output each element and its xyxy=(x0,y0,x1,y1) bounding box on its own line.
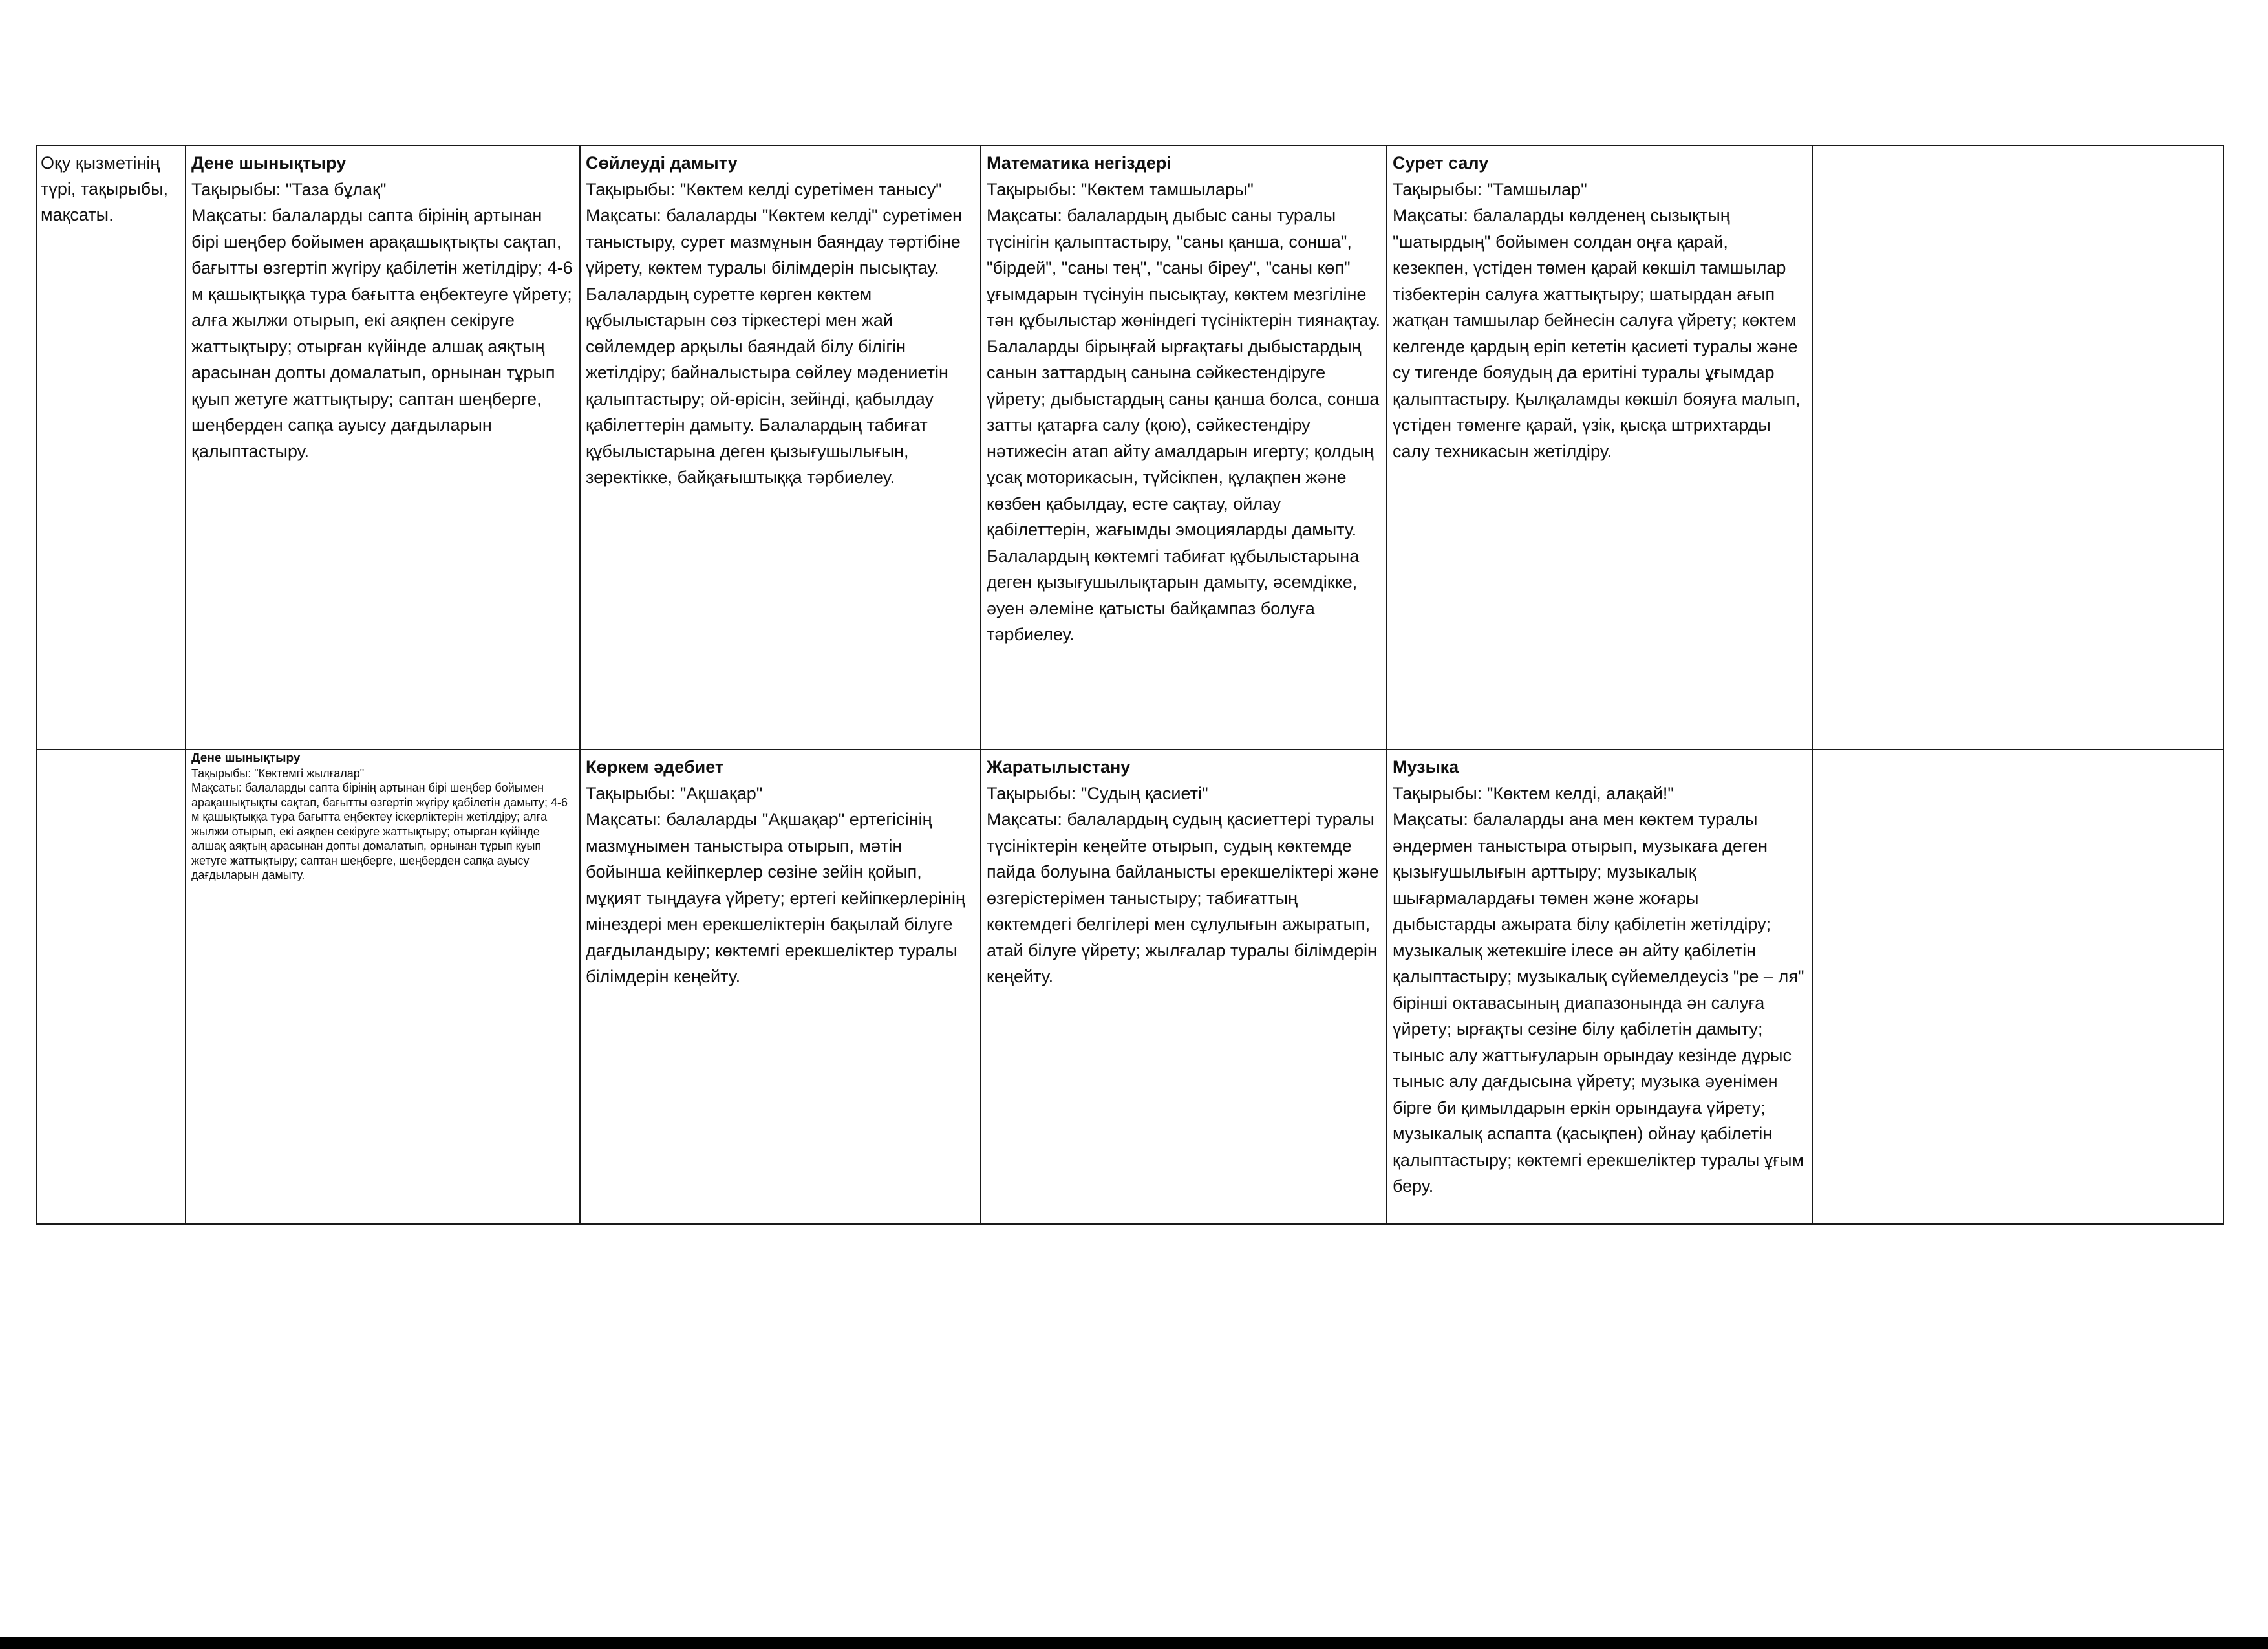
subject-title: Сурет салу xyxy=(1393,153,1489,173)
lesson-topic: Тақырыбы: "Көктем тамшылары" xyxy=(987,179,1254,199)
subject-title: Жаратылыстану xyxy=(987,757,1131,777)
lesson-goal: Мақсаты: балаларды сапта бірінің артынан бірі шеңбер бойымен арақашықтықты сақтап, бағытты өзгертіп жүгіру қабілетін жетілдіру; 4-6 м қашықтыққа тура бағытта еңбектеуге үйрету; алға жылжи отырып, екі аяқпен секіруге жаттықтыру; отырған күйінде алшақ аяқтың арасынан допты домалатып, орнынан тұрып қуып жетуге жаттықтыру; саптан шеңберге, шеңберден сапқа ауысу дағдыларын қалыптастыру. xyxy=(191,206,573,461)
subject-title: Музыка xyxy=(1393,757,1459,777)
lesson-goal: Мақсаты: балаларды ана мен көктем туралы әндермен таныстыра отырып, музыкаға деген қызығушылығын арттыру; музыкалық шығармалардағы төмен және жоғары дыбыстарды ажырата білу қабілетін жетілдіру; музыкалық жетекшіге ілесе ән айту қабілетін қалыптастыру; музыкалық сүйемелдеусіз "ре – ля" бірінші октавасының диапазонында ән салуға үйрету; ырғақты сезіне білу қабілетін дамыту; тыныс алу жаттығуларын орындау кезінде дұрыс тыныс алу дағдысына үйрету; музыка әуенімен бірге би қимылдарын еркін орындауға үйрету; музыкалық аспапта (қасықпен) ойнау қабілетін қалыптастыру; көктемгі ерекшеліктер туралы ұғым беру. xyxy=(1393,810,1804,1196)
row-header-cell xyxy=(36,749,186,1224)
lesson-topic: Тақырыбы: "Таза бұлақ" xyxy=(191,179,387,199)
lesson-cell-speech-development xyxy=(580,146,981,749)
lesson-goal: Мақсаты: балалардың судың қасиеттері туралы түсініктерін кеңейте отырып, судың көктемде пайда болуына байланысты ерекшеліктері және өзгерістерімен таныстыру; табиғаттың көктемдегі белгілері мен сұлулығын ажыратып, атай білуге үйрету; жылғалар туралы білімдерін кеңейту. xyxy=(987,810,1379,986)
lesson-topic: Тақырыбы: "Көктем келді, алақай!" xyxy=(1393,783,1674,803)
lesson-goal: Мақсаты: балалардың дыбыс саны туралы түсінігін қалыптастыру, "саны қанша, сонша", "бірдей", "саны тең", "саны біреу", "саны көп" ұғымдарын түсінуін пысықтау, көктем мезгіліне тән құбылыстар жөніндегі түсініктерін тиянақтау. Балаларды бірыңғай ырғақтағы дыбыстардың санын заттардың санына сәйкестендіруге үйрету; дыбыстардың саны қанша болса, сонша затты қатарға салу (қою), сәйкестендіру нәтижесін атап айту амалдарын игерту; қолдың ұсақ моторикасын, түйсікпен, құлақпен және көзбен қабылдау, есте сақтау, ойлау қабілеттерін, жағымды эмоцияларды дамыту. Балалардың көктемгі табиғат құбылыстарына деген қызығушылықтарын дамыту, әсемдікке, әуен әлеміне қатысты байқампаз болуға тәрбиелеу. xyxy=(987,206,1381,644)
empty-cell xyxy=(1812,146,2223,749)
lesson-topic: Тақырыбы: "Көктем келді суретімен танысу" xyxy=(586,179,942,199)
lesson-topic: Тақырыбы: "Ақшақар" xyxy=(586,783,763,803)
lesson-goal: Мақсаты: балаларды "Көктем келді" суретімен таныстыру, сурет мазмұнын баяндау тәртібіне үйрету, көктем туралы білімдерін пысықтау. Балалардың суретте көрген көктем құбылыстарын сөз тіркестері мен жай сөйлемдер арқылы баяндай білу білігін жетілдіру; байналыстыра сөйлеу мәдениетін қалыптастыру; ой-өрісін, зейінді, қабылдау қабілеттерін дамыту. Балалардың табиғат құбылыстарына деген қызығушылығын, зеректікке, байқағыштыққа тәрбиелеу. xyxy=(586,206,962,487)
lesson-goal: Мақсаты: балаларды "Ақшақар" ертегісінің мазмұнымен таныстыра отырып, мәтін бойынша кейіпкерлер сөзіне зейін қойып, мұқият тыңдауға үйрету; ертегі кейіпкерлерінің мінездері мен ерекшеліктерін бақылай білуге дағдыландыру; көктемгі ерекшеліктер туралы білімдерін кеңейту. xyxy=(586,810,965,986)
lesson-plan-table xyxy=(36,145,2224,1225)
lesson-topic: Тақырыбы: "Тамшылар" xyxy=(1393,179,1587,199)
lesson-cell-literature xyxy=(580,749,981,1224)
lesson-goal: Мақсаты: балаларды сапта бірінің артынан бірі шеңбер бойымен арақашықтықты сақтап, бағытты өзгертіп жүгіру қабілетін дамыту; 4-6 м қашықтыққа тура бағытта еңбектеу іскерліктерін жетілдіру; алға жылжи отырып, екі аяқпен секіруге жаттықтыру; отырған күйінде алшақ аяқтың арасынан допты домалатып, орнынан тұрып қуып жетуге жаттықтыру; саптан шеңберге, шеңберден сапқа ауысу дағдыларын дамыту. xyxy=(191,781,568,881)
subject-title: Көркем әдебиет xyxy=(586,757,724,777)
lesson-cell-music xyxy=(1387,749,1812,1224)
lesson-plan-sheet xyxy=(36,145,2223,1221)
empty-cell xyxy=(1812,749,2223,1224)
lesson-cell-drawing xyxy=(1387,146,1812,749)
lesson-goal: Мақсаты: балаларды көлденең сызықтың "шатырдың" бойымен солдан оңға қарай, кезекпен, үстіден төмен қарай көкшіл тамшылар тізбектерін салуға жаттықтыру; шатырдан ағып жатқан тамшылар бейнесін салуға үйрету; көктем келгенде қардың еріп кететін қасиеті туралы және су тигенде бояудың да еритіні туралы ұғымдар қалыптастыру. Қылқаламды көкшіл бояуға малып, үстіден төменге қарай, үзік, қысқа штрихтарды салу техникасын жетілдіру. xyxy=(1393,206,1801,461)
scan-edge-bar xyxy=(0,1637,2268,1649)
lesson-topic: Тақырыбы: "Көктемгі жылғалар" xyxy=(191,766,365,780)
lesson-cell-physical-education xyxy=(186,749,580,1224)
subject-title: Математика негіздері xyxy=(987,153,1171,173)
lesson-cell-mathematics xyxy=(981,146,1387,749)
lesson-cell-physical-education xyxy=(186,146,580,749)
lesson-topic: Тақырыбы: "Судың қасиеті" xyxy=(987,783,1208,803)
table-row xyxy=(36,146,2223,749)
subject-title: Дене шынықтыру xyxy=(191,751,301,765)
subject-title: Дене шынықтыру xyxy=(191,153,347,173)
table-row xyxy=(36,749,2223,1224)
row-header-cell xyxy=(36,146,186,749)
lesson-cell-natural-science xyxy=(981,749,1387,1224)
row-header-label: Оқу қызметінің түрі, тақырыбы, мақсаты. xyxy=(41,153,168,224)
subject-title: Сөйлеуді дамыту xyxy=(586,153,738,173)
